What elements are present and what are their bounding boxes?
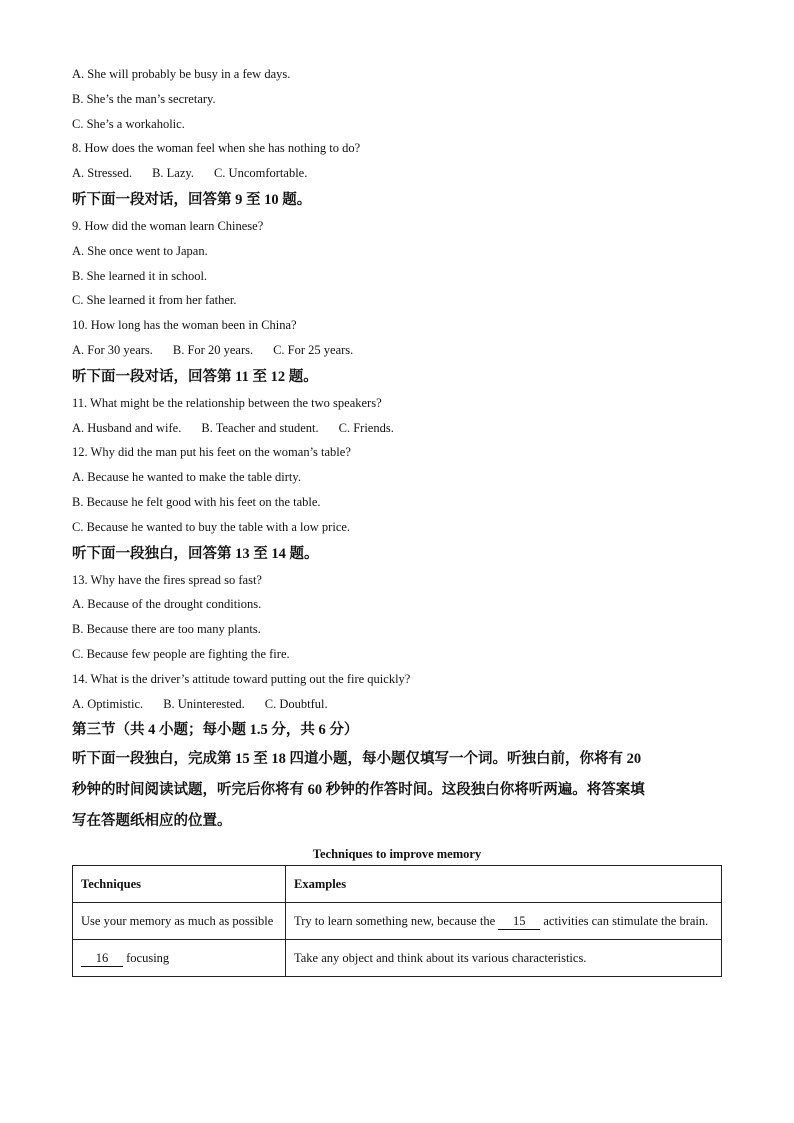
q14-question: 14. What is the driver’s attitude toward putting out the fire quickly? [72,671,411,686]
q9-option-a: A. She once went to Japan. [72,243,208,258]
q13-option-a: A. Because of the drought conditions. [72,597,262,612]
q14-options [72,692,722,717]
q13-option-b: B. Because there are too many plants. [72,622,261,637]
answer-blank-16[interactable]: 16 [81,950,123,967]
q14-option-b: B. Uninterested. [163,696,245,711]
section3-instructions-line3: 写在答题纸相应的位置。 [72,813,232,830]
q12-option-c: C. Because he wanted to buy the table with a low price. [72,519,351,534]
q9-question: 9. How did the woman learn Chinese? [72,218,264,233]
section3-instructions-line1: 听下面一段独白，完成第 15 至 18 四道小题，每小题仅填写一个词。听独白前，你将有 20 [72,751,642,768]
q13-question: 13. Why have the fires spread so fast? [72,572,262,587]
q11-option-b: B. Teacher and student. [201,420,319,435]
row1-example-pre: Try to learn something new, because the [294,914,496,929]
q14-option-c: C. Doubtful. [264,696,328,711]
section3-instructions-line2: 秒钟的时间阅读试题，听完后你将有 60 秒钟的作答时间。这段独白你将听两遍。将答案填 [72,782,645,799]
q8-option-c: C. Uncomfortable. [213,166,308,181]
header-examples: Examples [286,866,722,903]
q12-option-b: B. Because he felt good with his feet on the table. [72,494,321,509]
q13-option-c: C. Because few people are fighting the fire. [72,646,290,661]
q11-options [72,416,722,441]
q11-option-c: C. Friends. [338,420,394,435]
q7-option-a: A. She will probably be busy in a few days. [72,67,291,81]
q10-option-b: B. For 20 years. [172,342,254,357]
memory-techniques-table [72,865,722,977]
q9-option-c: C. She learned it from her father. [72,293,237,308]
q10-question: 10. How long has the woman been in China? [72,318,297,333]
table-row [73,903,722,940]
q11-question: 11. What might be the relationship between the two speakers? [72,395,382,410]
q11-option-a: A. Husband and wife. [72,420,182,435]
q10-option-a: A. For 30 years. [72,342,153,357]
row2-example: Take any object and think about its various characteristics. [286,940,722,977]
q10-options [72,338,722,363]
table-header-row [73,866,722,903]
row1-example-post: activities can stimulate the brain. [543,914,709,929]
q8-option-a: A. Stressed. [72,166,133,181]
q7-option-b: B. She’s the man’s secretary. [72,91,216,106]
q8-options [72,161,722,186]
table-row [73,940,722,977]
q14-option-a: A. Optimistic. [72,696,144,711]
q12-option-a: A. Because he wanted to make the table dirty. [72,470,301,485]
q9-option-b: B. She learned it in school. [72,268,208,283]
q8-question: 8. How does the woman feel when she has nothing to do? [72,141,361,156]
header-techniques: Techniques [73,866,286,903]
q7-option-c: C. She’s a workaholic. [72,116,185,131]
answer-blank-15[interactable]: 15 [498,913,540,930]
q12-question: 12. Why did the man put his feet on the woman’s table? [72,445,351,460]
q10-option-c: C. For 25 years. [273,342,354,357]
exam-page [72,62,722,977]
heading-13-14: 听下面一段独白，回答第 13 至 14 题。 [72,545,319,562]
q8-option-b: B. Lazy. [152,166,194,181]
row2-technique [73,940,286,977]
row2-technique-post: focusing [126,951,170,966]
row1-technique: Use your memory as much as possible [73,903,286,940]
section3-title: 第三节（共 4 小题；每小题 1.5 分，共 6 分） [72,722,359,739]
table-title: Techniques to improve memory [312,847,482,862]
heading-9-10: 听下面一段对话，回答第 9 至 10 题。 [72,191,312,208]
heading-11-12: 听下面一段对话，回答第 11 至 12 题。 [72,368,318,385]
row1-example [286,903,722,940]
